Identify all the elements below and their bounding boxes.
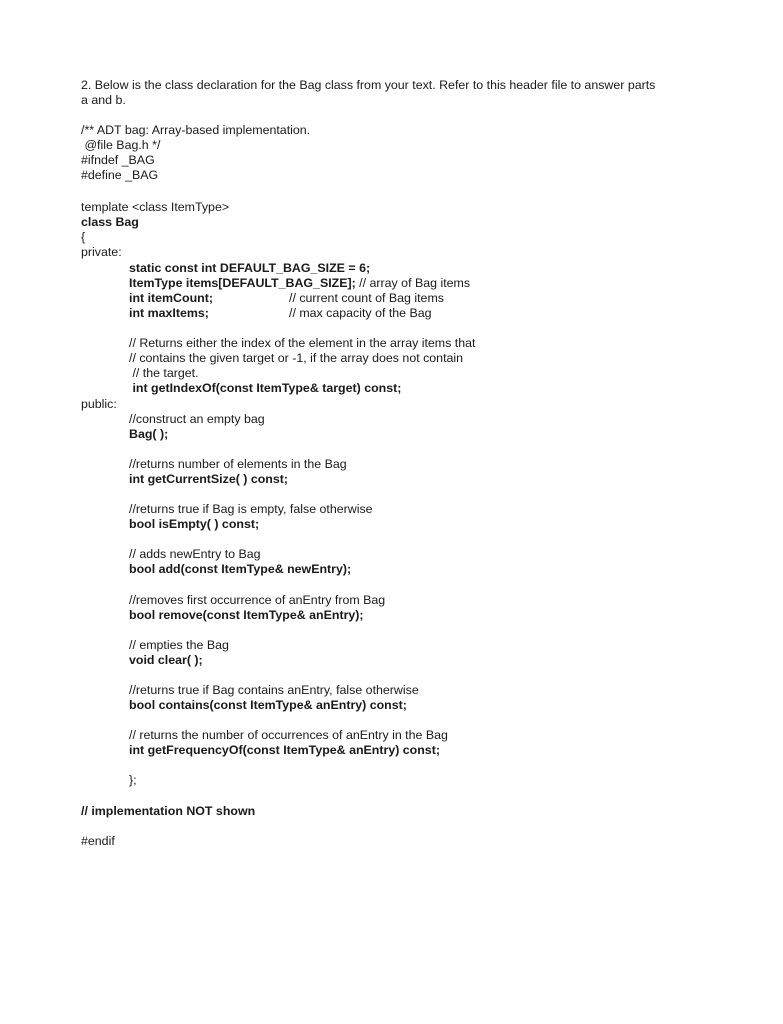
close-brace: }; (129, 773, 137, 787)
ctor-comment: //construct an empty bag (129, 412, 265, 426)
add-comment: // adds newEntry to Bag (129, 547, 261, 561)
getindex-comment-line2: // contains the given target or -1, if the array does not contain (129, 351, 464, 365)
empty-comment: //returns true if Bag is empty, false otherwise (129, 502, 373, 516)
question-text-line1: 2. Below is the class declaration for the Bag class from your text. Refer to this header file to answer parts (81, 78, 656, 92)
header-comment-line2: @file Bag.h */ (81, 138, 161, 152)
max-items-comment: // max capacity of the Bag (289, 306, 432, 320)
freq-decl: int getFrequencyOf(const ItemType& anEntry) const; (129, 743, 440, 757)
items-decl: ItemType items[DEFAULT_BAG_SIZE]; (129, 276, 356, 290)
size-decl: int getCurrentSize( ) const; (129, 472, 289, 486)
open-brace: { (81, 230, 86, 244)
item-count-line (129, 291, 444, 306)
getindex-comment-line1: // Returns either the index of the element in the array items that (129, 336, 476, 350)
getindex-decl: int getIndexOf(const ItemType& target) const; (129, 381, 402, 395)
remove-comment: //removes first occurrence of anEntry from Bag (129, 593, 386, 607)
freq-comment: // returns the number of occurrences of anEntry in the Bag (129, 728, 448, 742)
max-items-decl: int maxItems; (129, 306, 209, 320)
clear-comment: // empties the Bag (129, 638, 229, 652)
items-comment: // array of Bag items (355, 276, 471, 290)
size-comment: //returns number of elements in the Bag (129, 457, 347, 471)
define-directive: #define _BAG (81, 168, 159, 182)
header-comment-line1: /** ADT bag: Array-based implementation. (81, 123, 311, 137)
implementation-note: // implementation NOT shown (81, 804, 256, 818)
item-count-comment: // current count of Bag items (289, 291, 444, 305)
add-decl: bool add(const ItemType& newEntry); (129, 562, 352, 576)
private-label: private: (81, 245, 122, 259)
default-bag-size-decl: static const int DEFAULT_BAG_SIZE = 6; (129, 261, 371, 275)
clear-decl: void clear( ); (129, 653, 203, 667)
contains-decl: bool contains(const ItemType& anEntry) const; (129, 698, 407, 712)
public-label: public: (81, 397, 117, 411)
question-text-line2: a and b. (81, 93, 126, 107)
template-line: template <class ItemType> (81, 200, 230, 214)
items-line (129, 276, 470, 291)
ctor-decl: Bag( ); (129, 427, 169, 441)
item-count-decl: int itemCount; (129, 291, 213, 305)
contains-comment: //returns true if Bag contains anEntry, false otherwise (129, 683, 419, 697)
endif-directive: #endif (81, 834, 115, 848)
getindex-comment-line3: // the target. (129, 366, 199, 380)
ifndef-directive: #ifndef _BAG (81, 153, 155, 167)
max-items-line (129, 306, 432, 321)
class-line: class Bag (81, 215, 139, 229)
empty-decl: bool isEmpty( ) const; (129, 517, 260, 531)
remove-decl: bool remove(const ItemType& anEntry); (129, 608, 364, 622)
